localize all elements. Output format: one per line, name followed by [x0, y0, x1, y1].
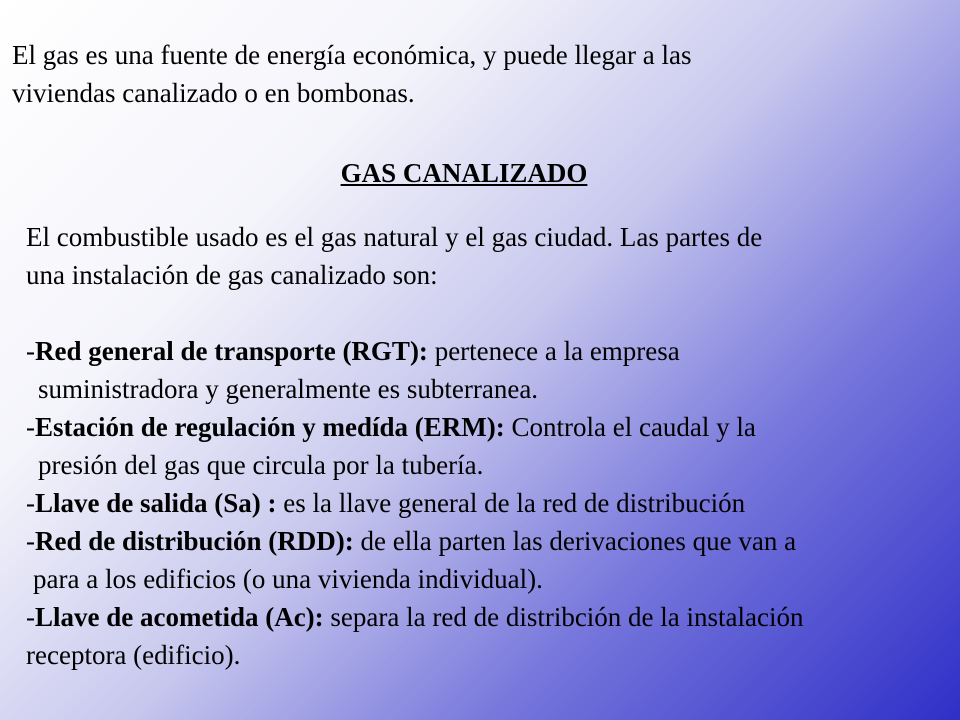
intro-paragraph [12, 36, 912, 112]
list-item-rdd [26, 522, 951, 598]
list-item-rgt [26, 332, 951, 408]
description-line-2: una instalación de gas canalizado son: [26, 260, 438, 290]
item-dash: - [26, 526, 35, 556]
item-term: Red general de transporte (RGT): [35, 336, 428, 366]
list-item-sa [26, 484, 951, 522]
item-term: Llave de acometida (Ac): [35, 602, 324, 632]
item-text: pertenece a la empresa [427, 336, 680, 366]
item-dash: - [26, 602, 35, 632]
description-paragraph [26, 218, 951, 294]
item-term: Red de distribución (RDD): [35, 526, 354, 556]
item-text: es la llave general de la red de distribución [276, 488, 746, 518]
item-term: Llave de salida (Sa) : [35, 488, 277, 518]
item-continuation: para a los edificios (o una vivienda individual). [33, 564, 543, 594]
content-body [26, 218, 951, 674]
item-dash: - [26, 488, 35, 518]
intro-line-1: El gas es una fuente de energía económica, y puede llegar a las [12, 40, 692, 70]
list-item-ac [26, 598, 951, 674]
item-text: separa la red de distribción de la instalación [323, 602, 804, 632]
intro-line-2: viviendas canalizado o en bombonas. [12, 78, 415, 108]
item-text: Controla el caudal y la [504, 412, 756, 442]
list-item-erm [26, 408, 951, 484]
item-dash: - [26, 336, 35, 366]
item-term: Estación de regulación y medída (ERM): [35, 412, 505, 442]
item-dash: - [26, 412, 35, 442]
item-text: de ella parten las derivaciones que van a [353, 526, 797, 556]
section-heading [0, 155, 960, 191]
item-continuation: presión del gas que circula por la tubería. [38, 450, 484, 480]
section-heading-text: GAS CANALIZADO [340, 158, 588, 188]
item-continuation: receptora (edificio). [26, 640, 241, 670]
spacer [26, 294, 951, 332]
item-continuation: suministradora y generalmente es subterranea. [38, 374, 539, 404]
description-line-1: El combustible usado es el gas natural y el gas ciudad. Las partes de [26, 222, 763, 252]
